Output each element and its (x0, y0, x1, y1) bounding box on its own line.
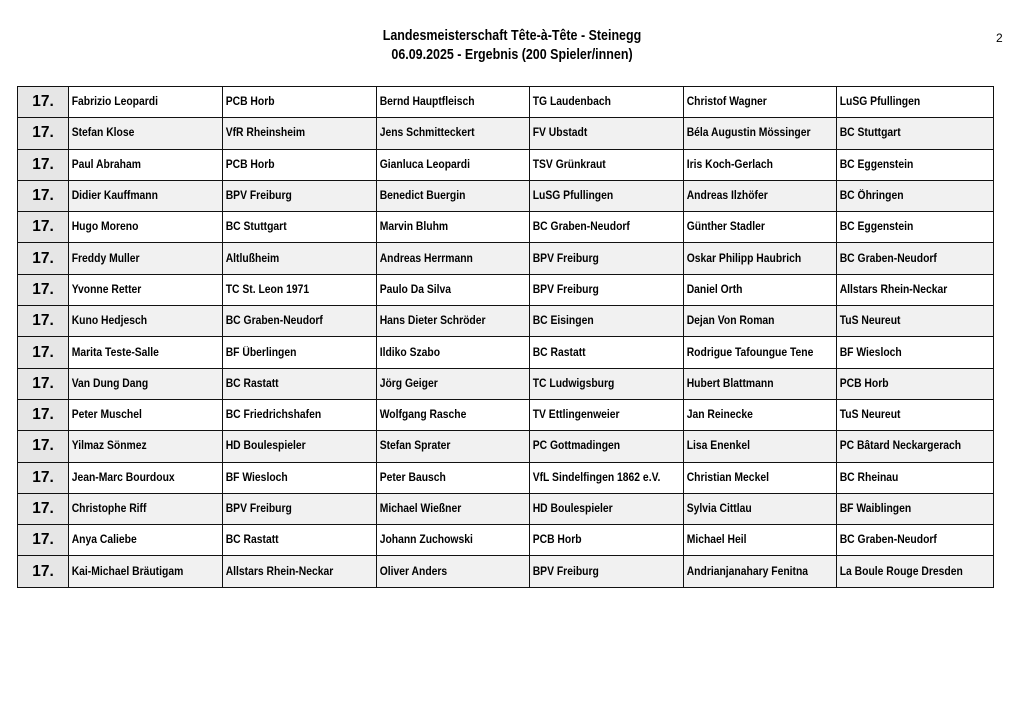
player-2-name: Jens Schmitteckert (379, 127, 475, 140)
table-row (18, 274, 994, 305)
table-row (18, 368, 994, 399)
player-2-club-cell (530, 462, 684, 493)
player-3-club-cell (837, 556, 994, 587)
player-2-club-cell (530, 243, 684, 274)
player-3-name: Andreas Ilzhöfer (686, 190, 768, 203)
results-table-body (18, 87, 994, 588)
player-3-club: LuSG Pfullingen (839, 96, 921, 109)
player-1-name: Peter Muschel (71, 409, 142, 422)
player-1-name-cell (69, 337, 223, 368)
player-2-name: Benedict Buergin (379, 190, 466, 203)
player-1-name-cell (69, 431, 223, 462)
player-1-name: Paul Abraham (71, 158, 141, 171)
player-3-name-cell (684, 243, 837, 274)
player-1-club: BC Rastatt (225, 377, 279, 390)
player-2-name-cell (377, 525, 530, 556)
player-3-club-cell (837, 493, 994, 524)
player-1-club-cell (223, 87, 377, 118)
player-2-name-cell (377, 212, 530, 243)
player-3-club-cell (837, 274, 994, 305)
player-3-club-cell (837, 525, 994, 556)
player-2-club-cell (530, 337, 684, 368)
player-3-name-cell (684, 337, 837, 368)
player-1-club: TC St. Leon 1971 (225, 283, 310, 296)
player-3-name-cell (684, 274, 837, 305)
player-2-name: Wolfgang Rasche (379, 409, 467, 422)
player-1-club-cell (223, 556, 377, 587)
player-2-name-cell (377, 399, 530, 430)
player-2-name: Marvin Bluhm (379, 221, 449, 234)
player-2-club: BPV Freiburg (532, 565, 599, 578)
player-1-name: Christophe Riff (71, 503, 147, 515)
player-1-name-cell (69, 525, 223, 556)
player-1-club: BF Wiesloch (225, 471, 288, 484)
rank-cell: 17. (18, 431, 69, 462)
player-2-name-cell (377, 118, 530, 149)
page-subtitle: 06.09.2025 - Ergebnis (200 Spieler/innen) (391, 47, 633, 63)
player-1-name-cell (69, 368, 223, 399)
player-1-club: BF Überlingen (225, 346, 297, 359)
player-2-club: TC Ludwigsburg (532, 377, 615, 390)
player-2-club: VfL Sindelfingen 1862 e.V. (532, 471, 661, 484)
player-3-name: Michael Heil (686, 534, 747, 547)
player-3-name-cell (684, 431, 837, 462)
player-3-club: BC Eggenstein (839, 221, 914, 234)
player-3-club-cell (837, 87, 994, 118)
player-2-name-cell (377, 274, 530, 305)
player-1-name: Yilmaz Sönmez (71, 440, 147, 453)
player-2-name: Hans Dieter Schröder (379, 315, 486, 328)
player-1-club-cell (223, 118, 377, 149)
player-1-club: Altlußheim (225, 252, 280, 265)
results-table (17, 86, 994, 588)
player-3-club: BC Graben-Neudorf (839, 534, 937, 547)
rank-cell: 17. (18, 243, 69, 274)
player-3-club-cell (837, 149, 994, 180)
player-3-club: BC Eggenstein (839, 158, 914, 171)
player-2-club: TV Ettlingenweier (532, 409, 620, 422)
player-2-name: Oliver Anders (379, 565, 448, 578)
table-row (18, 556, 994, 587)
player-3-club: TuS Neureut (839, 409, 901, 422)
table-row (18, 493, 994, 524)
player-2-name: Gianluca Leopardi (379, 158, 470, 171)
player-2-name: Michael Wießner (379, 503, 462, 515)
player-1-name: Jean-Marc Bourdoux (71, 471, 175, 484)
rank-cell: 17. (18, 368, 69, 399)
player-2-name-cell (377, 462, 530, 493)
player-1-club: BC Stuttgart (225, 221, 287, 234)
player-1-club: VfR Rheinsheim (225, 127, 306, 140)
rank-cell: 17. (18, 118, 69, 149)
player-2-name: Stefan Sprater (379, 440, 451, 453)
rank-cell: 17. (18, 525, 69, 556)
player-2-club-cell (530, 368, 684, 399)
player-1-name-cell (69, 180, 223, 211)
player-2-name-cell (377, 149, 530, 180)
table-row (18, 180, 994, 211)
player-1-name-cell (69, 399, 223, 430)
player-1-club: PCB Horb (225, 158, 275, 171)
player-2-club-cell (530, 87, 684, 118)
player-2-name: Peter Bausch (379, 471, 446, 484)
player-2-club-cell (530, 274, 684, 305)
table-row (18, 243, 994, 274)
player-1-name-cell (69, 556, 223, 587)
player-1-name: Kai-Michael Bräutigam (71, 565, 184, 578)
player-1-club: BC Graben-Neudorf (225, 315, 323, 328)
player-3-club: BF Waiblingen (839, 503, 912, 515)
player-1-club-cell (223, 493, 377, 524)
player-3-name-cell (684, 493, 837, 524)
player-2-name-cell (377, 368, 530, 399)
player-1-club: PCB Horb (225, 96, 275, 109)
rank-cell: 17. (18, 274, 69, 305)
player-3-club: TuS Neureut (839, 315, 901, 328)
rank-cell: 17. (18, 337, 69, 368)
player-2-club-cell (530, 212, 684, 243)
player-2-club: LuSG Pfullingen (532, 190, 614, 203)
table-row (18, 306, 994, 337)
player-1-club: HD Boulespieler (225, 440, 306, 453)
player-3-name: Oskar Philipp Haubrich (686, 252, 802, 265)
player-2-club-cell (530, 306, 684, 337)
player-3-club: BC Stuttgart (839, 127, 901, 140)
rank-cell: 17. (18, 212, 69, 243)
player-1-club-cell (223, 180, 377, 211)
table-row (18, 399, 994, 430)
table-row (18, 525, 994, 556)
player-3-club: BC Öhringen (839, 190, 904, 203)
player-3-club: La Boule Rouge Dresden (839, 565, 963, 578)
player-1-club-cell (223, 274, 377, 305)
player-1-name-cell (69, 306, 223, 337)
player-2-club-cell (530, 431, 684, 462)
rank-cell: 17. (18, 556, 69, 587)
player-3-club-cell (837, 399, 994, 430)
player-2-name: Jörg Geiger (379, 377, 438, 390)
player-3-name-cell (684, 87, 837, 118)
player-3-club-cell (837, 180, 994, 211)
player-2-club: HD Boulespieler (532, 503, 613, 515)
rank-cell: 17. (18, 306, 69, 337)
player-3-name-cell (684, 368, 837, 399)
player-3-club: BC Rheinau (839, 471, 899, 484)
table-row (18, 212, 994, 243)
player-2-club-cell (530, 399, 684, 430)
player-2-club: PCB Horb (532, 534, 582, 547)
player-1-name: Didier Kauffmann (71, 190, 158, 203)
rank-cell: 17. (18, 87, 69, 118)
player-2-club-cell (530, 493, 684, 524)
player-2-club: BC Eisingen (532, 315, 594, 328)
table-row (18, 87, 994, 118)
player-3-club-cell (837, 212, 994, 243)
player-1-name-cell (69, 243, 223, 274)
player-1-club-cell (223, 149, 377, 180)
player-1-name-cell (69, 274, 223, 305)
table-row (18, 149, 994, 180)
player-2-name: Bernd Hauptfleisch (379, 96, 475, 109)
player-1-name: Anya Caliebe (71, 534, 137, 547)
rank-cell: 17. (18, 462, 69, 493)
player-2-club: BPV Freiburg (532, 252, 599, 265)
player-2-name-cell (377, 87, 530, 118)
player-2-name-cell (377, 431, 530, 462)
player-3-name: Rodrigue Tafoungue Tene (686, 346, 814, 359)
player-3-name: Christof Wagner (686, 96, 767, 109)
player-3-name: Günther Stadler (686, 221, 765, 234)
player-3-club-cell (837, 337, 994, 368)
player-1-club-cell (223, 525, 377, 556)
player-2-club: TSV Grünkraut (532, 158, 606, 171)
player-1-name-cell (69, 118, 223, 149)
player-3-name: Jan Reinecke (686, 409, 753, 422)
rank-cell: 17. (18, 399, 69, 430)
page-title: Landesmeisterschaft Tête-à-Tête - Steinegg (382, 28, 642, 44)
player-3-club-cell (837, 462, 994, 493)
rank-cell: 17. (18, 149, 69, 180)
player-1-name-cell (69, 87, 223, 118)
player-3-club-cell (837, 368, 994, 399)
player-2-name-cell (377, 243, 530, 274)
player-3-club-cell (837, 243, 994, 274)
player-1-name-cell (69, 493, 223, 524)
player-2-name: Ildiko Szabo (379, 346, 441, 359)
rank-cell: 17. (18, 180, 69, 211)
player-2-club: BC Rastatt (532, 346, 586, 359)
player-3-name-cell (684, 149, 837, 180)
player-3-club: PCB Horb (839, 377, 889, 390)
player-1-club-cell (223, 462, 377, 493)
player-3-name: Sylvia Cittlau (686, 503, 752, 515)
table-row (18, 431, 994, 462)
player-1-club-cell (223, 337, 377, 368)
player-1-name: Stefan Klose (71, 127, 135, 140)
player-3-name-cell (684, 399, 837, 430)
player-2-club: BPV Freiburg (532, 283, 599, 296)
player-1-club-cell (223, 399, 377, 430)
player-1-name-cell (69, 212, 223, 243)
player-2-name-cell (377, 306, 530, 337)
player-3-club: Allstars Rhein-Neckar (839, 283, 948, 296)
page-header (0, 27, 1024, 65)
player-2-name-cell (377, 337, 530, 368)
player-2-club-cell (530, 180, 684, 211)
player-1-name: Yvonne Retter (71, 283, 142, 296)
player-1-club-cell (223, 243, 377, 274)
player-1-name: Fabrizio Leopardi (71, 96, 158, 109)
rank-cell: 17. (18, 493, 69, 524)
player-1-club: BPV Freiburg (225, 190, 292, 203)
table-row (18, 118, 994, 149)
table-row (18, 337, 994, 368)
player-1-name: Kuno Hedjesch (71, 315, 148, 328)
player-3-name: Béla Augustin Mössinger (686, 127, 811, 140)
player-1-club: BC Friedrichshafen (225, 409, 322, 422)
player-3-name-cell (684, 306, 837, 337)
player-3-name: Lisa Enenkel (686, 440, 750, 453)
player-2-name-cell (377, 493, 530, 524)
player-2-club: FV Ubstadt (532, 127, 588, 140)
player-3-name: Iris Koch-Gerlach (686, 158, 773, 171)
player-2-club: TG Laudenbach (532, 96, 611, 109)
player-1-name-cell (69, 462, 223, 493)
player-2-name: Paulo Da Silva (379, 283, 452, 296)
player-1-club: BC Rastatt (225, 534, 279, 547)
player-3-name: Hubert Blattmann (686, 377, 774, 390)
player-3-name-cell (684, 462, 837, 493)
player-3-name: Christian Meckel (686, 471, 769, 484)
player-1-club-cell (223, 212, 377, 243)
player-2-club: BC Graben-Neudorf (532, 221, 630, 234)
player-3-club-cell (837, 118, 994, 149)
player-3-club: BC Graben-Neudorf (839, 252, 937, 265)
player-1-club-cell (223, 368, 377, 399)
table-row (18, 462, 994, 493)
player-1-club: BPV Freiburg (225, 503, 292, 515)
player-3-name: Andrianjanahary Fenitna (686, 565, 809, 578)
player-2-club-cell (530, 556, 684, 587)
player-2-club-cell (530, 118, 684, 149)
player-1-name-cell (69, 149, 223, 180)
player-3-name: Daniel Orth (686, 283, 743, 296)
player-1-name: Marita Teste-Salle (71, 346, 159, 359)
player-1-name: Van Dung Dang (71, 377, 149, 390)
player-2-name-cell (377, 556, 530, 587)
player-3-name-cell (684, 180, 837, 211)
player-1-club: Allstars Rhein-Neckar (225, 565, 334, 578)
player-3-name-cell (684, 212, 837, 243)
player-1-name: Hugo Moreno (71, 221, 139, 234)
player-2-name-cell (377, 180, 530, 211)
player-3-name-cell (684, 556, 837, 587)
player-3-name: Dejan Von Roman (686, 315, 775, 328)
player-3-name-cell (684, 525, 837, 556)
player-3-name-cell (684, 118, 837, 149)
player-2-name: Andreas Herrmann (379, 252, 473, 265)
player-2-name: Johann Zuchowski (379, 534, 473, 547)
player-2-club: PC Gottmadingen (532, 440, 621, 453)
player-3-club: BF Wiesloch (839, 346, 902, 359)
player-3-club-cell (837, 431, 994, 462)
player-1-club-cell (223, 431, 377, 462)
player-3-club: PC Bâtard Neckargerach (839, 440, 962, 453)
player-2-club-cell (530, 149, 684, 180)
player-1-name: Freddy Muller (71, 252, 140, 265)
player-2-club-cell (530, 525, 684, 556)
page-number: 2 (996, 31, 1003, 45)
player-1-club-cell (223, 306, 377, 337)
player-3-club-cell (837, 306, 994, 337)
